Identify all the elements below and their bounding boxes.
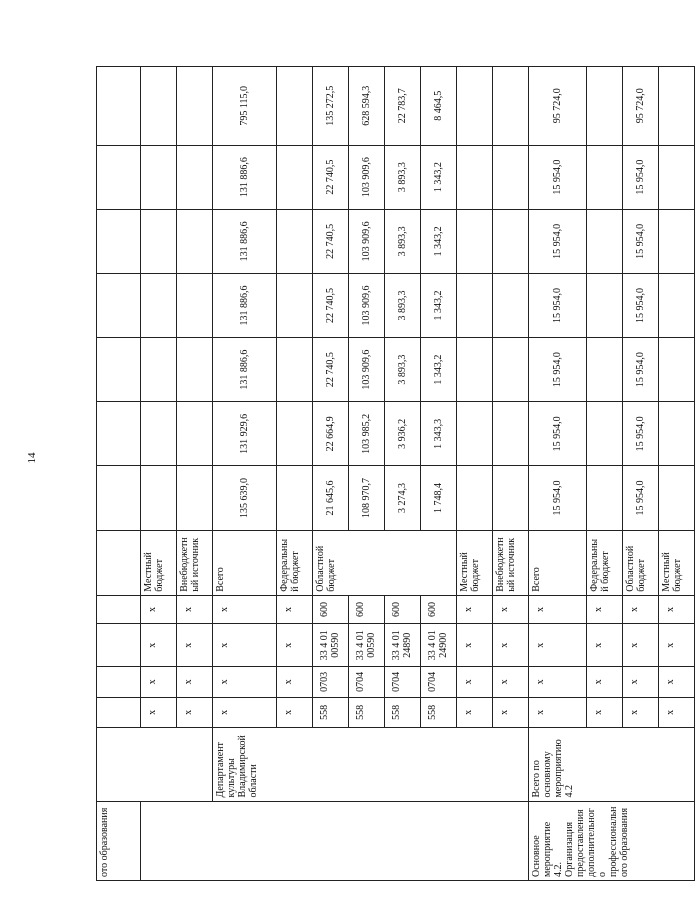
- amount-cell: [493, 67, 529, 146]
- csr-cell: 33 4 01 24900: [421, 624, 457, 667]
- amount-cell: [457, 338, 493, 402]
- amount-cell: [493, 209, 529, 273]
- amount-cell: [97, 273, 141, 337]
- amount-cell: [97, 402, 141, 466]
- amount-cell: [141, 145, 177, 209]
- funding-source-cell: Местный бюджет: [457, 530, 493, 595]
- amount-cell: 135 272,5: [313, 67, 349, 146]
- table-body: [97, 67, 695, 881]
- amount-cell: 15 954,0: [623, 145, 659, 209]
- funding-source-cell: Областной бюджет: [623, 530, 659, 595]
- rotated-page: [96, 66, 683, 881]
- vr-cell: x: [623, 595, 659, 624]
- responsible-cell: [97, 728, 213, 801]
- csr-cell: x: [457, 624, 493, 667]
- vr-cell: 600: [385, 595, 421, 624]
- amount-cell: [277, 145, 313, 209]
- amount-cell: [141, 402, 177, 466]
- amount-cell: 21 645,6: [313, 466, 349, 530]
- amount-cell: [177, 338, 213, 402]
- rzpr-cell: x: [457, 667, 493, 698]
- vr-cell: x: [493, 595, 529, 624]
- amount-cell: 103 909,6: [349, 338, 385, 402]
- amount-cell: [277, 209, 313, 273]
- amount-cell: [659, 209, 695, 273]
- grbs-cell: 558: [313, 697, 349, 728]
- funding-source-cell: Местный бюджет: [659, 530, 695, 595]
- rzpr-cell: 0704: [385, 667, 421, 698]
- amount-cell: [457, 273, 493, 337]
- amount-cell: 103 909,6: [349, 273, 385, 337]
- rzpr-cell: [97, 667, 141, 698]
- amount-cell: 15 954,0: [529, 145, 587, 209]
- rzpr-cell: x: [177, 667, 213, 698]
- amount-cell: 22 664,9: [313, 402, 349, 466]
- amount-cell: 1 343,2: [421, 338, 457, 402]
- funding-source-cell: Внебюджетный источник: [177, 530, 213, 595]
- rzpr-cell: x: [529, 667, 587, 698]
- rzpr-cell: x: [659, 667, 695, 698]
- amount-cell: 22 740,5: [313, 338, 349, 402]
- amount-cell: [659, 67, 695, 146]
- amount-cell: [457, 402, 493, 466]
- rzpr-cell: x: [277, 667, 313, 698]
- amount-cell: [141, 273, 177, 337]
- funding-source-cell: Федеральный бюджет: [587, 530, 623, 595]
- amount-cell: 628 594,3: [349, 67, 385, 146]
- vr-cell: x: [141, 595, 177, 624]
- vr-cell: x: [177, 595, 213, 624]
- responsible-cell: Всего по основному мероприятию 4.2: [529, 728, 695, 801]
- amount-cell: [659, 466, 695, 530]
- amount-cell: [659, 273, 695, 337]
- grbs-cell: 558: [385, 697, 421, 728]
- vr-cell: x: [659, 595, 695, 624]
- amount-cell: 3 893,3: [385, 338, 421, 402]
- amount-cell: 103 985,2: [349, 402, 385, 466]
- funding-source-cell: Местный бюджет: [141, 530, 177, 595]
- rzpr-cell: x: [493, 667, 529, 698]
- grbs-cell: x: [177, 697, 213, 728]
- amount-cell: [141, 338, 177, 402]
- funding-source-cell: Областной бюджет: [313, 530, 457, 595]
- grbs-cell: x: [587, 697, 623, 728]
- amount-cell: [97, 466, 141, 530]
- amount-cell: 3 936,2: [385, 402, 421, 466]
- amount-cell: [97, 145, 141, 209]
- amount-cell: 131 886,6: [213, 338, 277, 402]
- amount-cell: 15 954,0: [623, 466, 659, 530]
- amount-cell: [493, 273, 529, 337]
- vr-cell: 600: [313, 595, 349, 624]
- csr-cell: x: [141, 624, 177, 667]
- amount-cell: 1 343,2: [421, 209, 457, 273]
- vr-cell: x: [277, 595, 313, 624]
- amount-cell: 3 893,3: [385, 145, 421, 209]
- grbs-cell: x: [493, 697, 529, 728]
- responsible-cell: Департамент культуры Владимирской области: [213, 728, 529, 801]
- amount-cell: [277, 402, 313, 466]
- rzpr-cell: x: [213, 667, 277, 698]
- amount-cell: [277, 466, 313, 530]
- grbs-cell: 558: [421, 697, 457, 728]
- amount-cell: 95 724,0: [623, 67, 659, 146]
- amount-cell: [177, 466, 213, 530]
- amount-cell: [141, 466, 177, 530]
- table-row: [529, 67, 587, 881]
- csr-cell: x: [659, 624, 695, 667]
- amount-cell: [587, 273, 623, 337]
- amount-cell: 103 909,6: [349, 145, 385, 209]
- grbs-cell: 558: [349, 697, 385, 728]
- amount-cell: [587, 67, 623, 146]
- grbs-cell: x: [659, 697, 695, 728]
- vr-cell: 600: [349, 595, 385, 624]
- csr-cell: 33 4 01 00590: [349, 624, 385, 667]
- amount-cell: [493, 338, 529, 402]
- rzpr-cell: 0704: [349, 667, 385, 698]
- grbs-cell: x: [623, 697, 659, 728]
- amount-cell: 15 954,0: [529, 338, 587, 402]
- amount-cell: 795 115,0: [213, 67, 277, 146]
- rzpr-cell: x: [587, 667, 623, 698]
- amount-cell: [659, 145, 695, 209]
- amount-cell: 131 886,6: [213, 273, 277, 337]
- amount-cell: [141, 67, 177, 146]
- amount-cell: 131 886,6: [213, 209, 277, 273]
- amount-cell: [277, 273, 313, 337]
- grbs-cell: [97, 697, 141, 728]
- amount-cell: [587, 145, 623, 209]
- vr-cell: 600: [421, 595, 457, 624]
- amount-cell: 15 954,0: [529, 466, 587, 530]
- grbs-cell: x: [529, 697, 587, 728]
- amount-cell: 15 954,0: [623, 209, 659, 273]
- amount-cell: 131 886,6: [213, 145, 277, 209]
- funding-source-cell: Внебюджетный источник: [493, 530, 529, 595]
- amount-cell: [141, 209, 177, 273]
- amount-cell: 15 954,0: [529, 402, 587, 466]
- amount-cell: 8 464,5: [421, 67, 457, 146]
- amount-cell: 15 954,0: [623, 338, 659, 402]
- grbs-cell: x: [457, 697, 493, 728]
- csr-cell: x: [493, 624, 529, 667]
- amount-cell: [659, 402, 695, 466]
- grbs-cell: x: [277, 697, 313, 728]
- amount-cell: [177, 145, 213, 209]
- amount-cell: 135 639,0: [213, 466, 277, 530]
- grbs-cell: x: [213, 697, 277, 728]
- csr-cell: x: [623, 624, 659, 667]
- amount-cell: [493, 402, 529, 466]
- csr-cell: x: [177, 624, 213, 667]
- amount-cell: 103 909,6: [349, 209, 385, 273]
- amount-cell: [97, 338, 141, 402]
- amount-cell: [277, 67, 313, 146]
- amount-cell: 1 343,3: [421, 402, 457, 466]
- amount-cell: [177, 67, 213, 146]
- amount-cell: 3 893,3: [385, 209, 421, 273]
- program-block-cell: ото образования: [97, 801, 141, 880]
- amount-cell: [457, 67, 493, 146]
- amount-cell: [177, 402, 213, 466]
- amount-cell: [177, 273, 213, 337]
- amount-cell: 131 929,6: [213, 402, 277, 466]
- amount-cell: [659, 338, 695, 402]
- rzpr-cell: 0703: [313, 667, 349, 698]
- amount-cell: 22 740,5: [313, 145, 349, 209]
- amount-cell: 22 740,5: [313, 209, 349, 273]
- amount-cell: 1 343,2: [421, 145, 457, 209]
- funding-source-cell: Федеральный бюджет: [277, 530, 313, 595]
- vr-cell: x: [529, 595, 587, 624]
- amount-cell: 1 748,4: [421, 466, 457, 530]
- page-number: 14: [26, 452, 38, 464]
- amount-cell: 15 954,0: [623, 273, 659, 337]
- amount-cell: 15 954,0: [529, 209, 587, 273]
- amount-cell: [493, 145, 529, 209]
- rzpr-cell: x: [623, 667, 659, 698]
- csr-cell: x: [277, 624, 313, 667]
- vr-cell: x: [213, 595, 277, 624]
- amount-cell: 3 274,3: [385, 466, 421, 530]
- csr-cell: [97, 624, 141, 667]
- amount-cell: [97, 209, 141, 273]
- amount-cell: [493, 466, 529, 530]
- amount-cell: [97, 67, 141, 146]
- amount-cell: 15 954,0: [623, 402, 659, 466]
- table-row: [213, 67, 277, 881]
- amount-cell: [457, 209, 493, 273]
- csr-cell: 33 4 01 00590: [313, 624, 349, 667]
- funding-source-cell: [97, 530, 141, 595]
- amount-cell: [587, 338, 623, 402]
- amount-cell: 108 970,7: [349, 466, 385, 530]
- amount-cell: [177, 209, 213, 273]
- program-block-cell: [141, 801, 529, 880]
- amount-cell: 15 954,0: [529, 273, 587, 337]
- amount-cell: [587, 466, 623, 530]
- amount-cell: 1 343,2: [421, 273, 457, 337]
- amount-cell: [277, 338, 313, 402]
- rzpr-cell: 0704: [421, 667, 457, 698]
- amount-cell: 3 893,3: [385, 273, 421, 337]
- grbs-cell: x: [141, 697, 177, 728]
- vr-cell: [97, 595, 141, 624]
- rzpr-cell: x: [141, 667, 177, 698]
- funding-source-cell: Всего: [213, 530, 277, 595]
- amount-cell: [587, 402, 623, 466]
- csr-cell: 33 4 01 24890: [385, 624, 421, 667]
- amount-cell: 22 740,5: [313, 273, 349, 337]
- amount-cell: 22 783,7: [385, 67, 421, 146]
- program-block-cell: Основное мероприятие 4.2. Организация предоставления дополнительного профессионального образования: [529, 801, 695, 880]
- budget-table: [96, 66, 695, 881]
- csr-cell: x: [587, 624, 623, 667]
- amount-cell: [587, 209, 623, 273]
- amount-cell: 95 724,0: [529, 67, 587, 146]
- amount-cell: [457, 145, 493, 209]
- csr-cell: x: [213, 624, 277, 667]
- amount-cell: [457, 466, 493, 530]
- funding-source-cell: Всего: [529, 530, 587, 595]
- csr-cell: x: [529, 624, 587, 667]
- table-row: [97, 67, 141, 881]
- vr-cell: x: [457, 595, 493, 624]
- vr-cell: x: [587, 595, 623, 624]
